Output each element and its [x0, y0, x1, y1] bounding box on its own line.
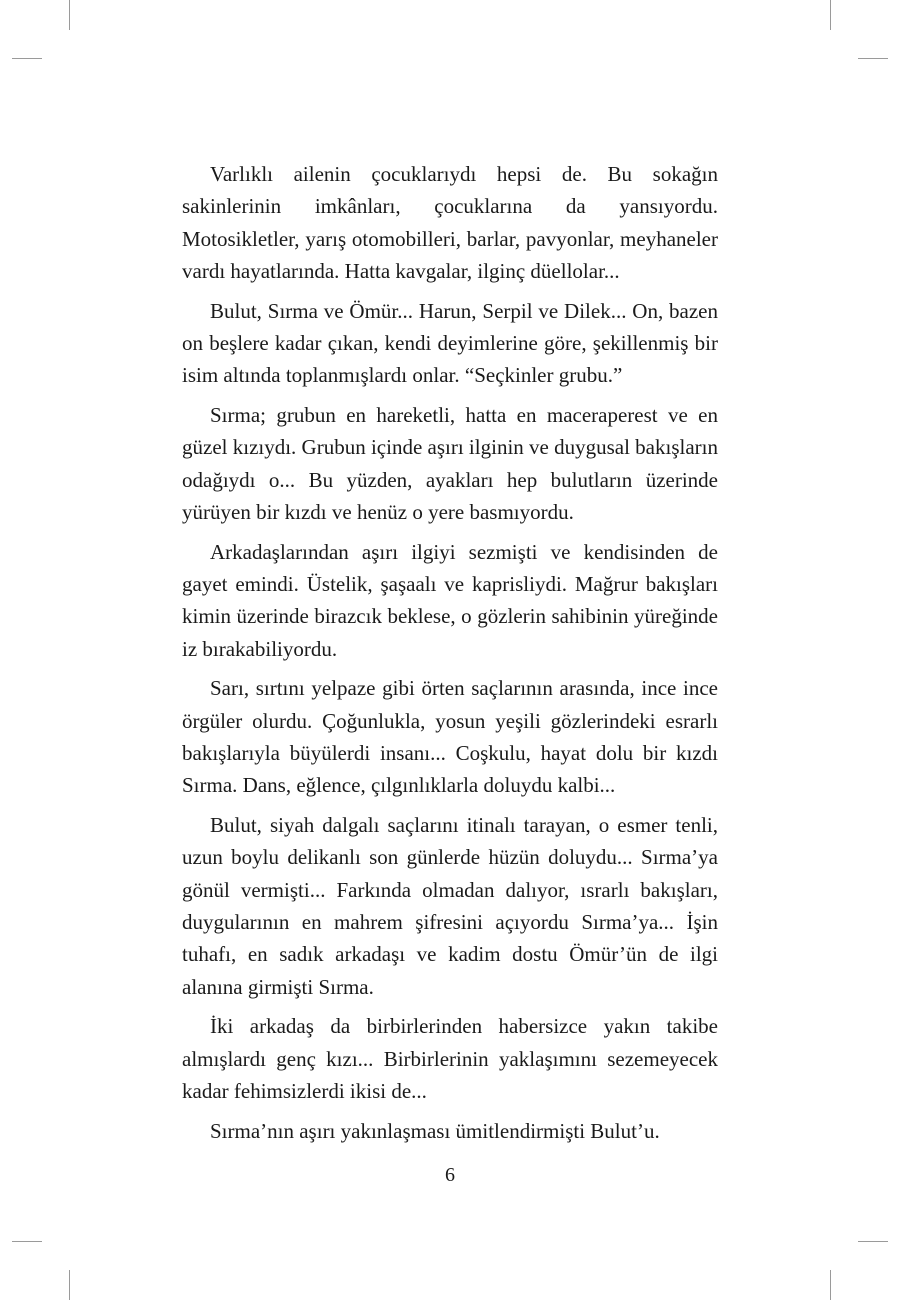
paragraph-7: İki arkadaş da birbirlerinden habersizce yakın takibe almışlardı genç kızı... Birbirlerinin yaklaşımını sezemeyecek kadar fehimsizlerdi ikisi de... — [182, 1014, 718, 1104]
paragraph-2: Bulut, Sırma ve Ömür... Harun, Serpil ve Dilek... On, bazen on beşlere kadar çıkan, kendi deyimlerine göre, şekillenmiş bir isim altında toplanmışlardı onlar. “Seçkinler grubu.” — [182, 298, 718, 388]
body-text — [182, 158, 718, 1155]
paragraph-6: Bulut, siyah dalgalı saçlarını itinalı tarayan, o esmer tenli, uzun boylu delikanlı son günlerde hüzün doluydu... Sırma’ya gönül vermişti... Farkında olmadan dalıyor, ısrarlı bakışları, duygularının en mahrem şifresini açıyordu Sırma’ya... İşin tuhafı, en sadık arkadaşı ve kadim dostu Ömür’ün de ilgi alanına girmişti Sırma. — [182, 813, 718, 999]
crop-mark-bottom-left — [69, 1270, 70, 1300]
paragraph-8: Sırma’nın aşırı yakınlaşması ümitlendirmişti Bulut’u. — [210, 1118, 660, 1143]
page-number: 6 — [445, 1164, 455, 1186]
crop-mark-bottom-right — [830, 1270, 831, 1300]
paragraph-4: Arkadaşlarından aşırı ilgiyi sezmişti ve kendisinden de gayet emindi. Üstelik, şaşaalı ve kaprisliydi. Mağrur bakışları kimin üzerinde birazcık beklese, o gözlerin sahibinin yüreğinde iz bırakabiliyordu. — [182, 539, 718, 661]
crop-mark-left-bottom — [12, 1241, 42, 1242]
paragraph-3: Sırma; grubun en hareketli, hatta en maceraperest ve en güzel kızıydı. Grubun içinde aşırı ilginin ve duygusal bakışların odağıydı o... Bu yüzden, ayakları hep bulutların üzerinde yürüyen bir kızdı ve henüz o yere basmıyordu. — [182, 403, 718, 524]
crop-mark-right-top — [858, 58, 888, 59]
crop-mark-left-top — [12, 58, 42, 59]
crop-mark-right-bottom — [858, 1241, 888, 1242]
paragraph-5: Sarı, sırtını yelpaze gibi örten saçlarının arasında, ince ince örgüler olurdu. Çoğunlukla, yosun yeşili gözlerindeki esrarlı bakışlarıyla büyülerdi insanı... Coşkulu, hayat dolu bir kızdı Sırma. Dans, eğlence, çılgınlıklarla doluydu kalbi... — [182, 676, 718, 798]
crop-mark-top-left — [69, 0, 70, 30]
paragraph-1: Varlıklı ailenin çocuklarıydı hepsi de. Bu sokağın sakinlerinin imkânları, çocuklarına da yansıyordu. Motosikletler, yarış otomobilleri, barlar, pavyonlar, meyhaneler vardı hayatlarında. Hatta kavgalar, ilginç düellolar... — [182, 162, 718, 283]
crop-mark-top-right — [830, 0, 831, 30]
